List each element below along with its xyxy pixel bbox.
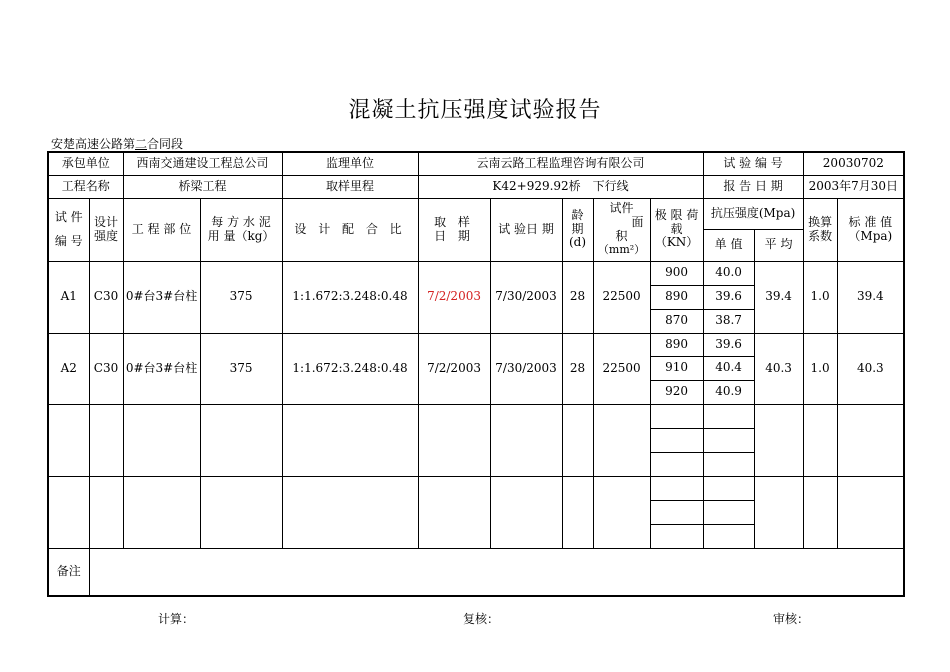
empty-cell [48,404,89,476]
cell-sample-date: 7/2/2003 [418,261,490,333]
cell-std: 39.4 [837,261,904,333]
empty-cell [703,476,754,500]
cell-std: 40.3 [837,333,904,404]
cell-sample-date: 7/2/2003 [418,333,490,404]
cell-age: 28 [562,261,593,333]
header-sample-date: 取 样 日 期 [418,198,490,261]
contractor-value: 西南交通建设工程总公司 [123,152,282,175]
supervisor-label: 监理单位 [282,152,418,175]
empty-cell [754,476,803,548]
empty-cell [200,404,282,476]
subtitle-section: 二 [135,137,148,151]
header-coef: 换算系数 [803,198,837,261]
cell-test-date: 7/30/2003 [490,333,562,404]
empty-cell [490,476,562,548]
header-part: 工 程 部 位 [123,198,200,261]
cell-part: 0#台3#台柱 [123,261,200,333]
cell-cement: 375 [200,261,282,333]
empty-cell [200,476,282,548]
table-row [48,261,904,285]
contractor-label: 承包单位 [48,152,123,175]
empty-cell [490,404,562,476]
empty-cell [593,404,650,476]
empty-cell [703,452,754,476]
header-test-date: 试 验日 期 [490,198,562,261]
footer-audit: 审核： [773,612,810,626]
header-area-unit: （mm²） [597,242,646,256]
empty-cell [282,476,418,548]
header-specimen-no-bottom: 编 号 [54,233,83,248]
empty-cell [123,476,200,548]
empty-cell [562,404,593,476]
project-value: 桥梁工程 [123,175,282,198]
header-age: 龄期(d) [562,198,593,261]
cell-load: 910 [650,356,703,380]
mileage-value: K42+929.92桥 下行线 [418,175,703,198]
report-date-value: 2003年7月30日 [803,175,904,198]
empty-cell [593,476,650,548]
table-row [48,333,904,356]
cell-grade: C30 [89,261,123,333]
cell-specimen-no: A1 [48,261,89,333]
empty-cell [650,428,703,452]
report-date-label: 报 告 日 期 [703,175,803,198]
supervisor-value: 云南云路工程监理咨询有限公司 [418,152,703,175]
header-std: 标 准 值（Mpa) [837,198,904,261]
cell-age: 28 [562,333,593,404]
empty-cell [282,404,418,476]
cell-mix: 1:1.672:3.248:0.48 [282,333,418,404]
header-average: 平 均 [754,229,803,261]
header-strength: 抗压强度(Mpa) [703,198,803,229]
cell-single: 40.9 [703,380,754,404]
empty-cell [803,404,837,476]
cell-load: 890 [650,285,703,309]
empty-cell [754,404,803,476]
test-no-label: 试 验 编 号 [703,152,803,175]
subtitle-suffix: 合同段 [147,137,184,151]
header-cement: 每 方 水 泥 用 量（kg） [200,198,282,261]
cell-part: 0#台3#台柱 [123,333,200,404]
cell-grade: C30 [89,333,123,404]
empty-cell [837,476,904,548]
cell-coef: 1.0 [803,333,837,404]
header-row-top [48,198,904,229]
subtitle-prefix: 安楚高速公路第 [51,137,136,151]
cell-single: 40.4 [703,356,754,380]
header-design-strength: 设计强度 [89,198,123,261]
empty-cell [803,476,837,548]
test-no-value: 20030702 [803,152,904,175]
mileage-label: 取样里程 [282,175,418,198]
empty-cell [650,476,703,500]
cell-average: 40.3 [754,333,803,404]
cell-single: 39.6 [703,333,754,356]
empty-cell [703,524,754,548]
cell-test-date: 7/30/2003 [490,261,562,333]
header-specimen-no [48,198,89,261]
cell-area: 22500 [593,333,650,404]
empty-cell [650,404,703,428]
empty-row [48,404,904,428]
cell-specimen-no: A2 [48,333,89,404]
empty-cell [418,404,490,476]
empty-cell [123,404,200,476]
empty-cell [703,404,754,428]
header-area-top: 试件 [609,201,634,216]
empty-cell [650,452,703,476]
cell-cement: 375 [200,333,282,404]
header-area [593,198,650,261]
empty-cell [89,476,123,548]
cell-average: 39.4 [754,261,803,333]
empty-cell [418,476,490,548]
footer-calc: 计算： [158,612,195,626]
empty-cell [650,500,703,524]
page-title: 混凝土抗压强度试验报告 [348,98,602,123]
project-label: 工程名称 [48,175,123,198]
cell-mix: 1:1.672:3.248:0.48 [282,261,418,333]
empty-cell [703,428,754,452]
footer-review: 复核： [463,612,500,626]
header-area-mid: 面 [631,215,644,230]
cell-area: 22500 [593,261,650,333]
contract-section-line [51,135,183,152]
empty-cell [837,404,904,476]
header-single: 单 值 [703,229,754,261]
cell-single: 38.7 [703,309,754,333]
cell-single: 40.0 [703,261,754,285]
empty-row [48,476,904,500]
header-area-bottom: 积 [615,229,628,244]
report-table [47,151,905,597]
info-row-project [48,175,904,198]
cell-single: 39.6 [703,285,754,309]
empty-cell [650,524,703,548]
cell-load: 920 [650,380,703,404]
cell-load: 900 [650,261,703,285]
header-mix: 设 计 配 合 比 [282,198,418,261]
cell-load: 870 [650,309,703,333]
header-load: 极 限 荷 载（KN） [650,198,703,261]
empty-cell [562,476,593,548]
cell-load: 890 [650,333,703,356]
cell-coef: 1.0 [803,261,837,333]
remarks-label: 备注 [48,548,89,596]
remarks-value [89,548,904,596]
header-specimen-no-top: 试 件 [54,209,83,224]
empty-cell [703,500,754,524]
empty-cell [89,404,123,476]
remarks-row [48,548,904,596]
empty-cell [48,476,89,548]
info-row-contractor [48,152,904,175]
